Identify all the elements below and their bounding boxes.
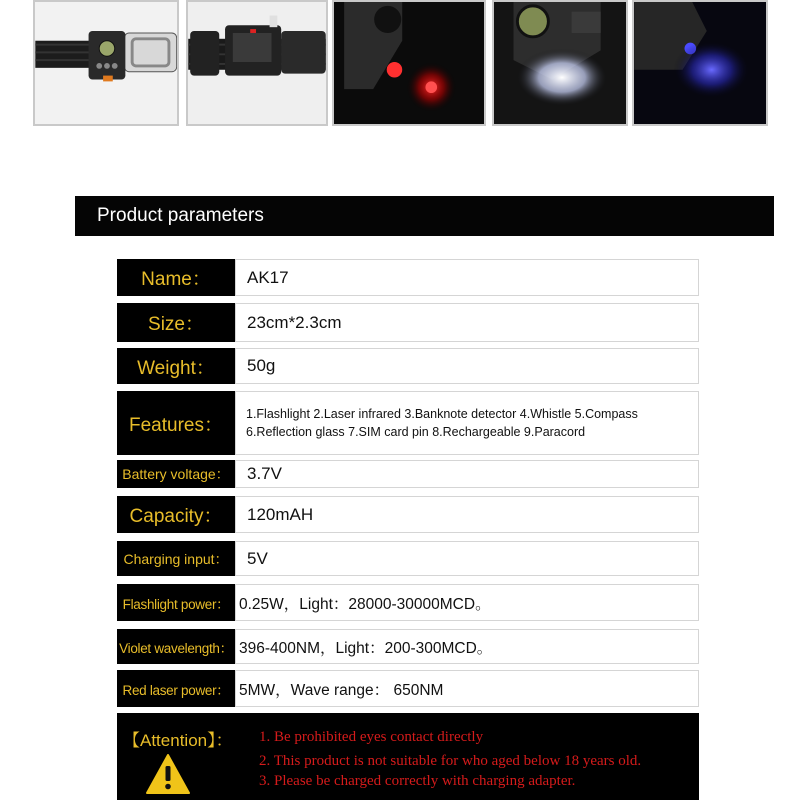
attention-line: 2. This product is not suitable for who aged below 18 years old. [259, 753, 642, 769]
attention-line: 3. Please be charged correctly with charging adapter. [259, 773, 576, 789]
spec-row-weight [117, 348, 699, 384]
spec-label: Weight： [117, 348, 235, 384]
spec-value: 23cm*2.3cm [235, 303, 699, 342]
spec-label: Capacity： [117, 496, 235, 533]
violet-light-photo [634, 2, 766, 124]
bracelet-back-photo [188, 2, 326, 124]
section-header [75, 196, 774, 236]
thumbnail-bracelet-front[interactable] [33, 0, 179, 126]
spec-value: 120mAH [235, 496, 699, 533]
spec-value: 396-400NM，Light：200-300MCD。 [235, 629, 699, 664]
spec-row-features [117, 391, 699, 455]
thumbnail-bracelet-back[interactable] [186, 0, 328, 126]
spec-row-battery-voltage [117, 460, 699, 488]
spec-row-name [117, 259, 699, 296]
spec-value: 3.7V [235, 460, 699, 488]
spec-row-capacity [117, 496, 699, 533]
spec-row-violet-wavelength [117, 629, 699, 664]
spec-value: 5MW，Wave range： 650NM [235, 670, 699, 707]
thumbnail-red-laser[interactable] [332, 0, 486, 126]
red-laser-photo [334, 2, 484, 124]
spec-label: Battery voltage： [117, 460, 235, 488]
attention-line: 1. Be prohibited eyes contact directly [259, 729, 484, 745]
spec-row-red-laser-power [117, 670, 699, 707]
section-title: Product parameters [97, 205, 264, 226]
spec-value-features [235, 391, 699, 455]
spec-value: AK17 [235, 259, 699, 296]
attention-title: 【Attention】： [123, 731, 233, 750]
spec-label: Name： [117, 259, 235, 296]
spec-label: Flashlight power： [117, 584, 235, 621]
thumbnail-flashlight[interactable] [492, 0, 628, 126]
spec-label: Charging input： [117, 541, 235, 576]
spec-label: Size： [117, 303, 235, 342]
spec-row-charging-input [117, 541, 699, 576]
spec-value: 5V [235, 541, 699, 576]
spec-label: Violet wavelength： [117, 629, 235, 664]
features-line: 1.Flashlight 2.Laser infrared 3.Banknote detector 4.Whistle 5.Compass [246, 407, 638, 421]
spec-value: 0.25W，Light：28000-30000MCD。 [235, 584, 699, 621]
bracelet-front-photo [35, 2, 177, 124]
spec-row-flashlight-power [117, 584, 699, 621]
features-line: 6.Reflection glass 7.SIM card pin 8.Rechargeable 9.Paracord [246, 425, 586, 439]
spec-value: 50g [235, 348, 699, 384]
warning-triangle-icon [145, 753, 191, 795]
spec-label: Features： [117, 391, 235, 455]
attention-box [117, 713, 699, 800]
spec-label: Red laser power： [117, 670, 235, 707]
spec-row-size [117, 303, 699, 342]
flashlight-photo [494, 2, 626, 124]
thumbnail-violet-light[interactable] [632, 0, 768, 126]
